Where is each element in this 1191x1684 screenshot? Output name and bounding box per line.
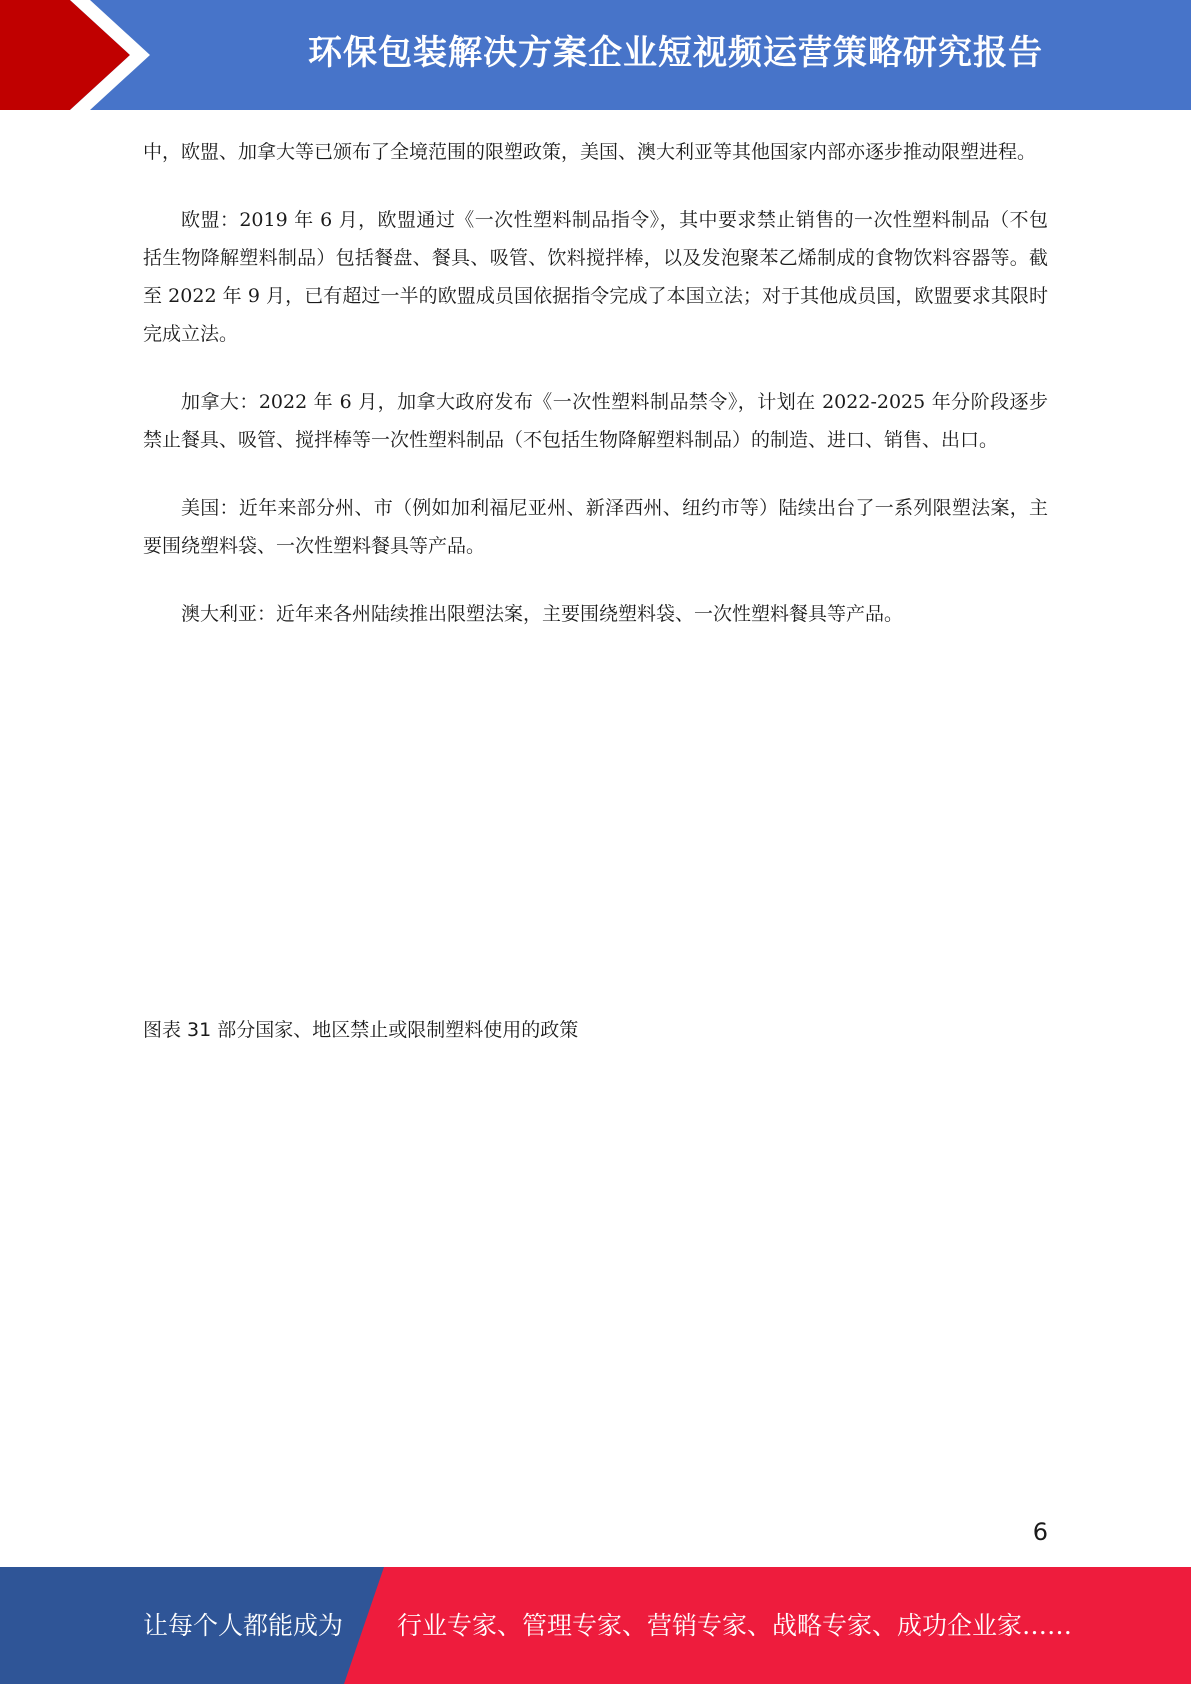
figure-caption: 图表 31 部分国家、地区禁止或限制塑料使用的政策 xyxy=(143,1019,579,1041)
paragraph-canada: 加拿大：2022 年 6 月，加拿大政府发布《一次性塑料制品禁令》，计划在 2022-2025 年分阶段逐步禁止餐具、吸管、搅拌棒等一次性塑料制品（不包括生物降解塑料制品）的制造、进口、销售、出口。 xyxy=(143,391,1048,451)
header-banner xyxy=(0,0,1191,110)
paragraph-continuation: 中，欧盟、加拿大等已颁布了全境范围的限塑政策，美国、澳大利亚等其他国家内部亦逐步推动限塑进程。 xyxy=(143,141,1037,163)
paragraph-australia: 澳大利亚：近年来各州陆续推出限塑法案，主要围绕塑料袋、一次性塑料餐具等产品。 xyxy=(181,603,904,625)
main-content xyxy=(143,133,1048,663)
header-chevron-icon xyxy=(0,0,160,110)
page-number: 6 xyxy=(1032,1518,1048,1546)
footer-banner xyxy=(0,1567,1191,1684)
footer-slogan-right: 行业专家、管理专家、营销专家、战略专家、成功企业家…… xyxy=(397,1611,1073,1640)
paragraph-eu: 欧盟：2019 年 6 月，欧盟通过《一次性塑料制品指令》，其中要求禁止销售的一次性塑料制品（不包括生物降解塑料制品）包括餐盘、餐具、吸管、饮料搅拌棒，以及发泡聚苯乙烯制成的食物饮料容器等。截至 2022 年 9 月，已有超过一半的欧盟成员国依据指令完成了本国立法；对于其他成员国，欧盟要求其限时完成立法。 xyxy=(143,209,1048,345)
paragraph-usa: 美国：近年来部分州、市（例如加利福尼亚州、新泽西州、纽约市等）陆续出台了一系列限塑法案，主要围绕塑料袋、一次性塑料餐具等产品。 xyxy=(143,497,1048,557)
footer-slogan-left: 让每个人都能成为 xyxy=(143,1611,344,1640)
report-title: 环保包装解决方案企业短视频运营策略研究报告 xyxy=(308,33,1043,73)
